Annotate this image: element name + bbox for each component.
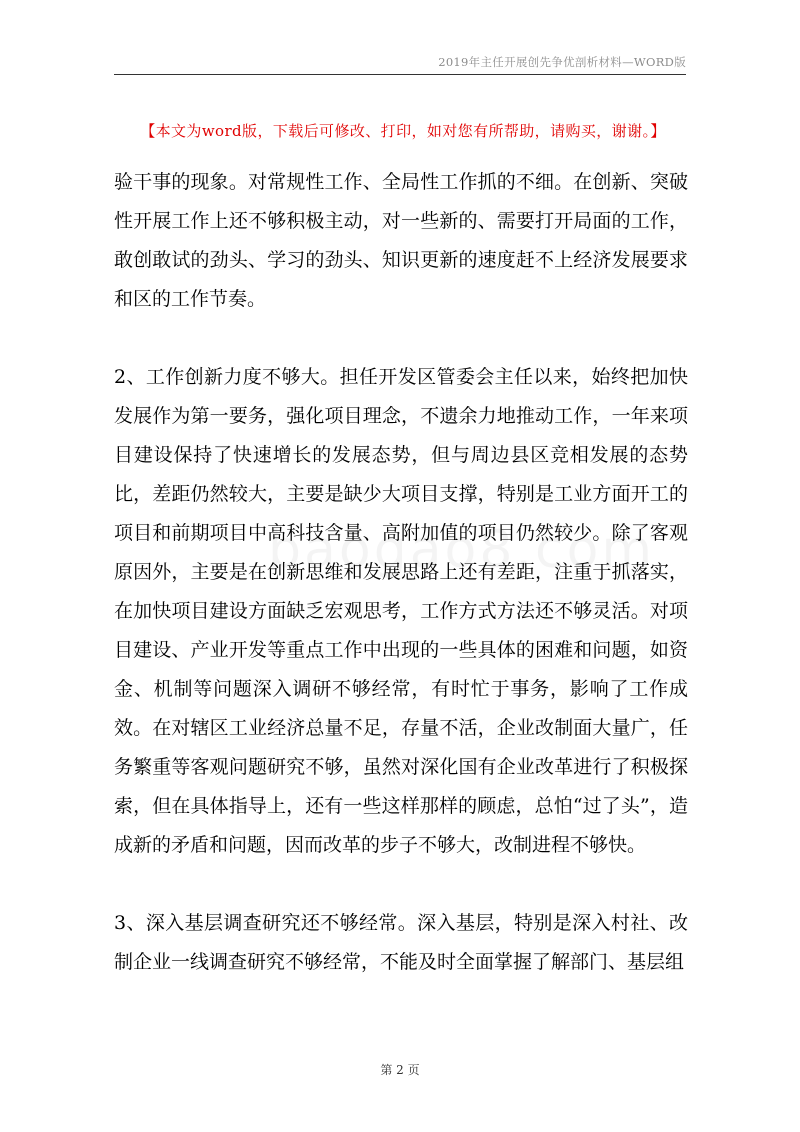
paragraph-continuation: 验干事的现象。对常规性工作、全局性工作抓的不细。在创新、突破性开展工作上还不够积极主动，对一些新的、需要打开局面的工作，敢创敢试的劲头、学习的劲头、知识更新的速度赶不上经济发展要求和区的工作节奏。 <box>114 171 688 310</box>
purchase-notice: 【本文为word版，下载后可修改、打印，如对您有所帮助，请购买，谢谢。】 <box>140 122 666 140</box>
paragraph-item-3: 3、深入基层调查研究还不够经常。深入基层，特别是深入村社、改制企业一线调查研究不够经常，不能及时全面掌握了解部门、基层组 <box>114 912 688 973</box>
paragraph-item-2: 2、工作创新力度不够大。担任开发区管委会主任以来，始终把加快发展作为第一要务，强化项目理念，不遗余力地推动工作，一年来项目建设保持了快速增长的发展态势，但与周边县区竞相发展的态势比，差距仍然较大，主要是缺少大项目支撑，特别是工业方面开工的项目和前期项目中高科技含量、高附加值的项目仍然较少。除了客观原因外，主要是在创新思维和发展思路上还有差距，注重于抓落实，在加快项目建设方面缺乏宏观思考，工作方式方法还不够灵活。对项目建设、产业开发等重点工作中出现的一些具体的困难和问题，如资金、机制等问题深入调研不够经常，有时忙于事务，影响了工作成效。在对辖区工业经济总量不足，存量不活，企业改制面大量广，任务繁重等客观问题研究不够，虽然对深化国有企业改革进行了积极探索，但在具体指导上，还有一些这样那样的顾虑，总怕“过了头”，造成新的矛盾和问题，因而改革的步子不够大，改制进程不够快。 <box>114 366 688 856</box>
header-divider <box>114 74 686 75</box>
page-header-title: 2019年主任开展创先争优剖析材料—WORD版 <box>438 55 686 69</box>
page-number: 第 2 页 <box>380 1063 420 1077</box>
document-body <box>114 163 688 982</box>
